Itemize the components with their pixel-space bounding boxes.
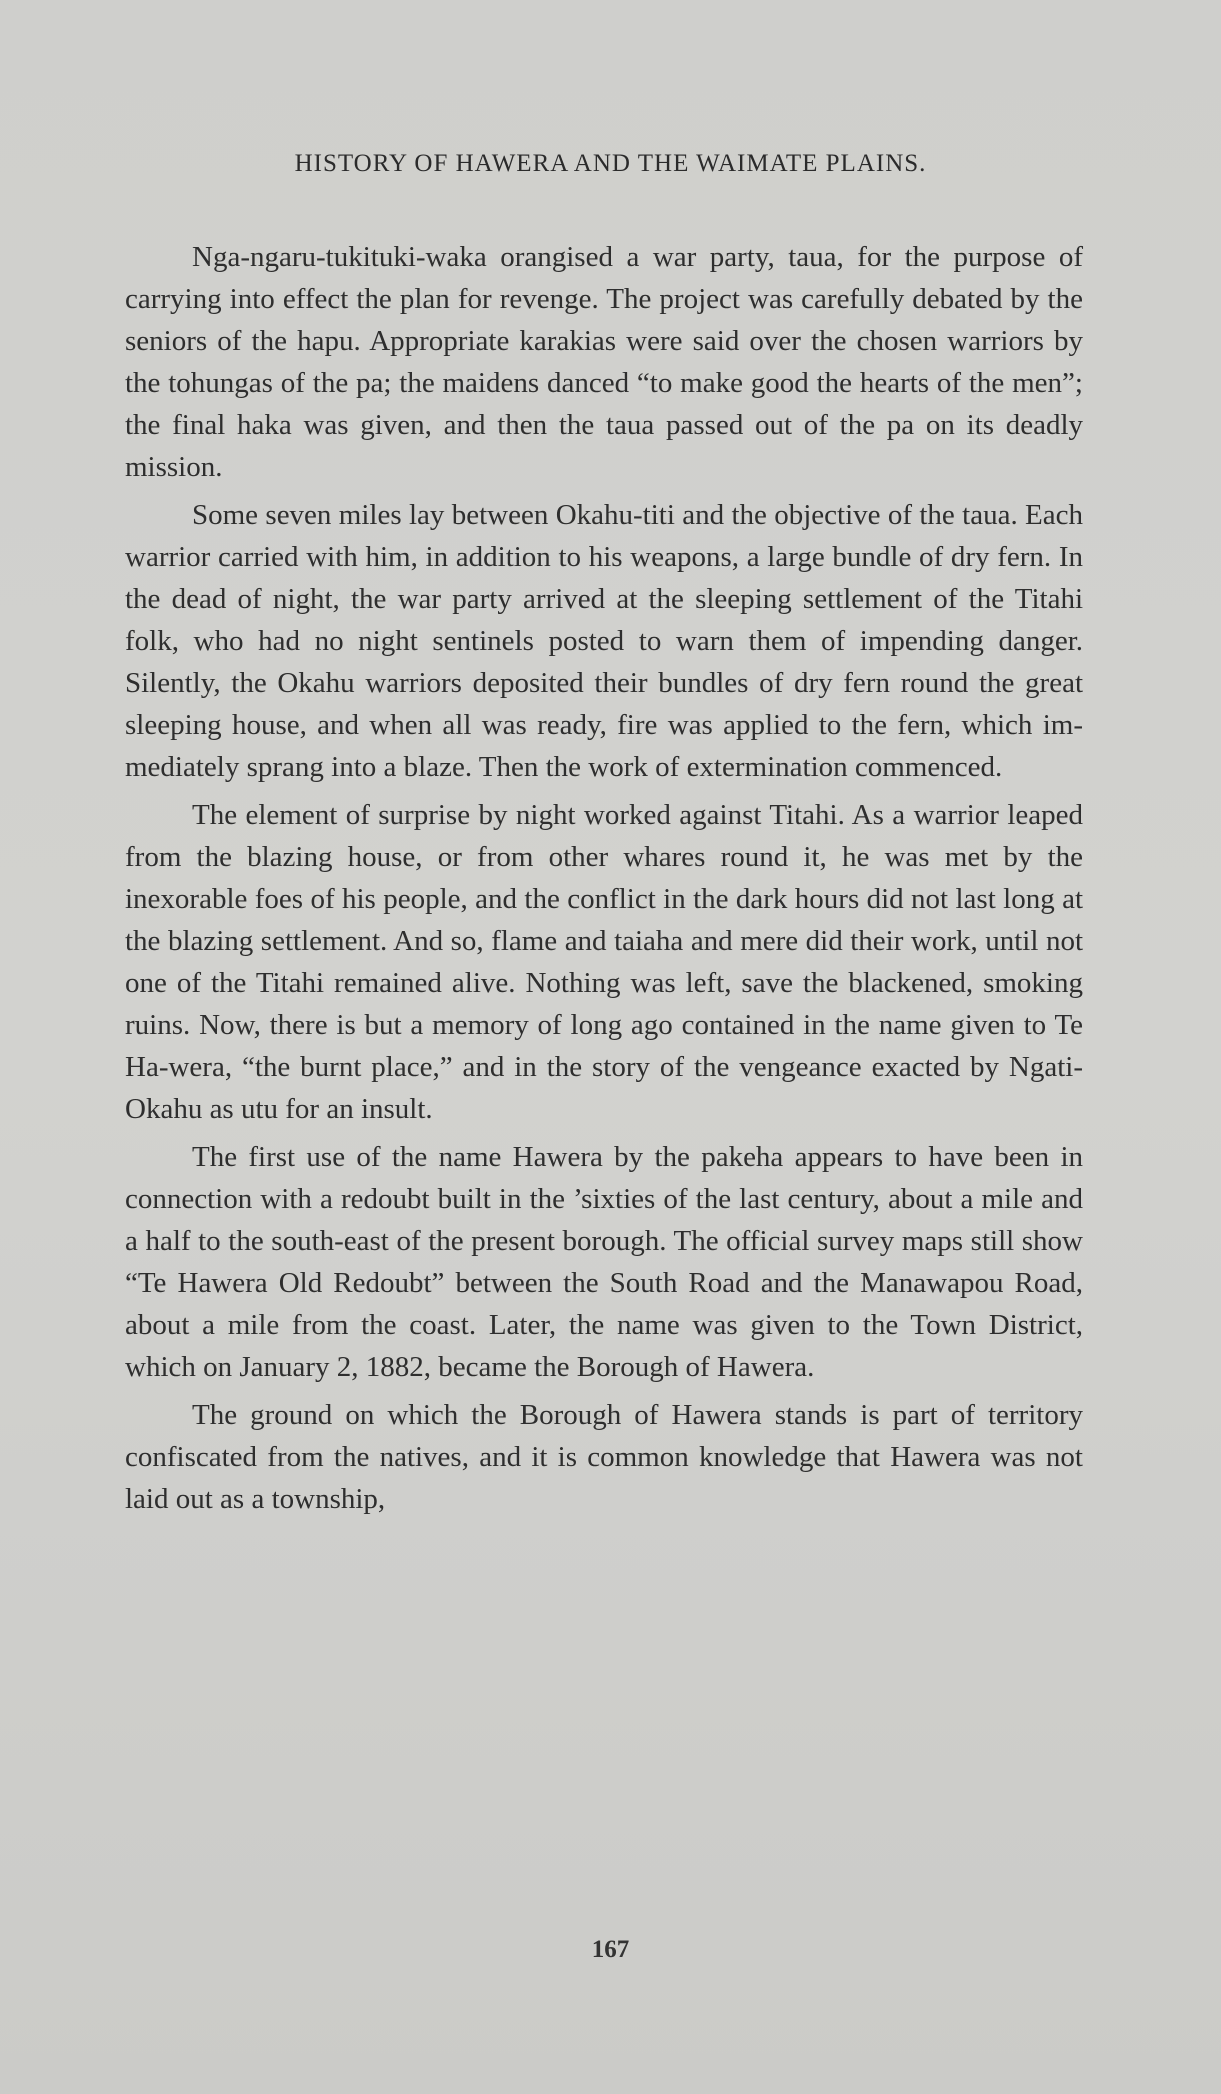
paragraph: The ground on which the Borough of Hawera stands is part of territory confiscated from the natives, and it is common knowledge that Hawera was not laid out as a township, [125,1399,1083,1515]
paragraph: Some seven miles lay between Okahu-titi and the objective of the taua. Each warrior carried with him, in addition to his weapons, a large bundle of dry fern. In the dead of night, the war party arrived at the sleeping settlement of the Titahi folk, who had no night sentinels posted to warn them of impending danger. Silently, the Okahu warriors deposited their bundles of dry fern round the great sleeping house, and when all was ready, fire was applied to the fern, which immediately sprang into a blaze. Then the work of extermination commenced. [125,499,1083,783]
paragraph: The element of surprise by night worked against Titahi. As a warrior leaped from the blazing house, or from other whares round it, he was met by the inexorable foes of his people, and the conflict in the dark hours did not last long at the blazing settlement. And so, flame and taiaha and mere did their work, until not one of the Titahi remained alive. Nothing was left, save the blackened, smoking ruins. Now, there is but a memory of long ago contained in the name given to Te Ha-wera, “the burnt place,” and in the story of the vengeance exacted by Ngati-Okahu as utu for an insult. [125,799,1083,1125]
paragraph: The first use of the name Hawera by the pakeha appears to have been in connection with a redoubt built in the ’sixties of the last century, about a mile and a half to the south-east of the present borough. The official survey maps still show “Te Hawera Old Redoubt” between the South Road and the Manawapou Road, about a mile from the coast. Later, the name was given to the Town District, which on January 2, 1882, became the Borough of Hawera. [125,1141,1083,1383]
body-text [125,236,1083,1526]
running-head: HISTORY OF HAWERA AND THE WAIMATE PLAINS. [294,150,927,177]
page-number: 167 [591,1936,630,1963]
paragraph: Nga-ngaru-tukituki-waka orangised a war party, taua, for the purpose of carrying into effect the plan for revenge. The project was carefully debated by the seniors of the hapu. Appropriate karakias were said over the chosen warriors by the tohungas of the pa; the maidens danced “to make good the hearts of the men”; the final haka was given, and then the taua passed out of the pa on its deadly mission. [125,241,1083,483]
